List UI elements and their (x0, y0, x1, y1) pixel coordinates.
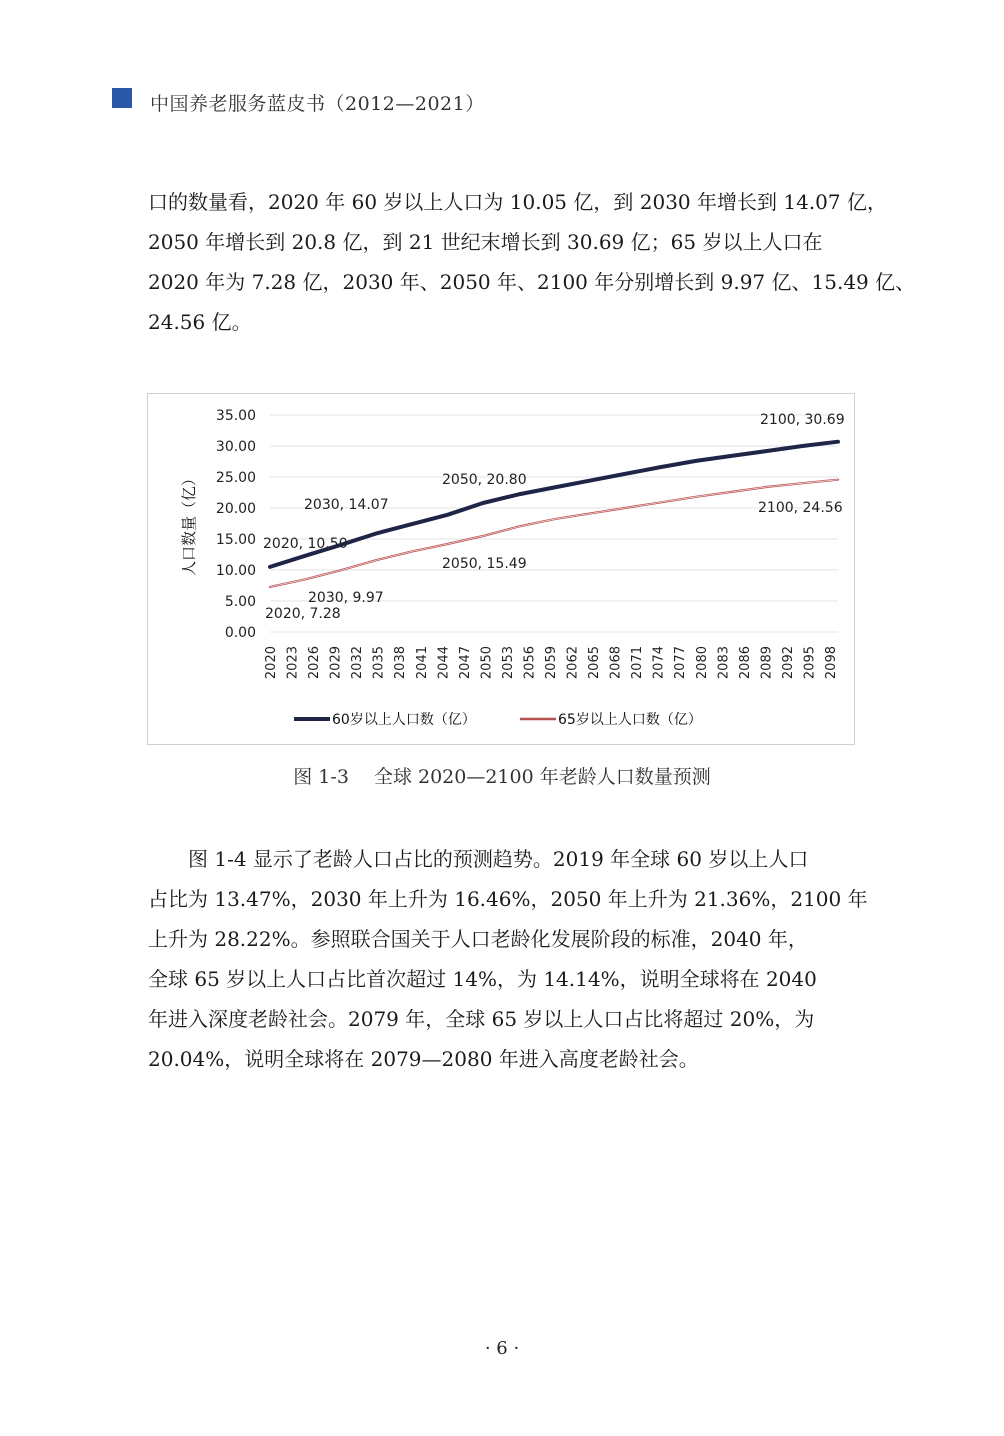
x-tick-label: 2047 (457, 646, 473, 680)
x-tick-label: 2092 (780, 646, 796, 680)
book-title: 中国养老服务蓝皮书（2012—2021） (150, 92, 485, 115)
x-tick-label: 2086 (737, 646, 753, 680)
text-line: 20.04%，说明全球将在 2079—2080 年进入高度老龄社会。 (148, 1047, 699, 1071)
x-tick-label: 2065 (587, 646, 603, 680)
data-label: 2020, 7.28 (265, 606, 341, 622)
x-tick-label: 2071 (630, 646, 646, 680)
x-tick-label: 2056 (522, 646, 538, 680)
paragraph-population-counts (148, 182, 916, 342)
x-tick-label: 2035 (371, 646, 387, 680)
legend-label: 60岁以上人口数（亿） (332, 712, 476, 728)
y-tick-label: 20.00 (215, 501, 256, 517)
y-tick-label: 0.00 (224, 625, 256, 641)
x-tick-label: 2068 (608, 646, 624, 680)
data-label: 2100, 30.69 (760, 412, 845, 428)
x-tick-label: 2041 (414, 646, 430, 680)
y-tick-label: 15.00 (215, 532, 256, 548)
text-line: 图 1-4 显示了老龄人口占比的预测趋势。2019 年全球 60 岁以上人口 (148, 847, 809, 871)
x-tick-label: 2023 (285, 646, 301, 680)
y-tick-label: 5.00 (224, 594, 256, 610)
page-number: · 6 · (484, 1338, 520, 1359)
y-tick-label: 10.00 (215, 563, 256, 579)
x-tick-label: 2059 (544, 646, 559, 680)
text-line: 年进入深度老龄社会。2079 年，全球 65 岁以上人口占比将超过 20%，为 (148, 1007, 815, 1031)
x-tick-label: 2050 (479, 646, 495, 680)
y-axis-label: 人口数量（亿） (180, 470, 198, 577)
y-tick-label: 30.00 (215, 439, 256, 455)
x-tick-label: 2053 (500, 646, 516, 680)
data-label: 2030, 9.97 (308, 590, 384, 606)
text-line: 2020 年为 7.28 亿，2030 年、2050 年、2100 年分别增长到 9.97 亿、15.49 亿、 (148, 270, 916, 294)
data-label: 2100, 24.56 (758, 500, 843, 516)
data-label: 2030, 14.07 (304, 497, 389, 513)
x-tick-label: 2095 (802, 646, 818, 680)
x-tick-label: 2029 (328, 646, 344, 680)
text-line: 24.56 亿。 (148, 310, 252, 334)
x-tick-label: 2089 (759, 646, 775, 680)
paragraph-population-share (148, 839, 868, 1079)
x-tick-label: 2083 (716, 646, 732, 680)
running-header (112, 86, 485, 118)
data-label: 2050, 20.80 (442, 472, 527, 488)
text-line: 全球 65 岁以上人口占比首次超过 14%，为 14.14%，说明全球将在 2040 (148, 967, 817, 991)
chart-canvas (148, 394, 854, 744)
population-forecast-chart (147, 393, 855, 745)
text-line: 口的数量看，2020 年 60 岁以上人口为 10.05 亿，到 2030 年增长到 14.07 亿， (148, 190, 887, 214)
text-line: 占比为 13.47%，2030 年上升为 16.46%，2050 年上升为 21.36%，2100 年 (148, 887, 868, 911)
x-tick-label: 2044 (436, 646, 452, 680)
x-tick-label: 2026 (307, 646, 323, 680)
x-tick-label: 2074 (651, 646, 667, 680)
data-label: 2020, 10.50 (263, 536, 348, 552)
text-line: 2050 年增长到 20.8 亿，到 21 世纪末增长到 30.69 亿；65 岁以上人口在 (148, 230, 823, 254)
text-line: 上升为 28.22%。参照联合国关于人口老龄化发展阶段的标准，2040 年， (148, 927, 808, 951)
x-tick-label: 2062 (565, 646, 581, 680)
x-tick-label: 2077 (673, 646, 689, 680)
x-tick-label: 2098 (824, 646, 839, 680)
y-tick-label: 25.00 (215, 470, 256, 486)
x-tick-label: 2080 (694, 646, 710, 680)
x-tick-label: 2038 (393, 646, 409, 680)
y-tick-label: 35.00 (215, 408, 256, 424)
series-line-highlight (270, 480, 838, 587)
data-label: 2050, 15.49 (442, 556, 527, 572)
figure-caption: 图 1-3 全球 2020—2100 年老龄人口数量预测 (293, 766, 711, 788)
series-line (270, 480, 838, 587)
book-logo-icon (112, 88, 140, 116)
legend-label: 65岁以上人口数（亿） (558, 712, 702, 728)
x-tick-label: 2020 (264, 646, 279, 680)
x-tick-label: 2032 (350, 646, 366, 680)
